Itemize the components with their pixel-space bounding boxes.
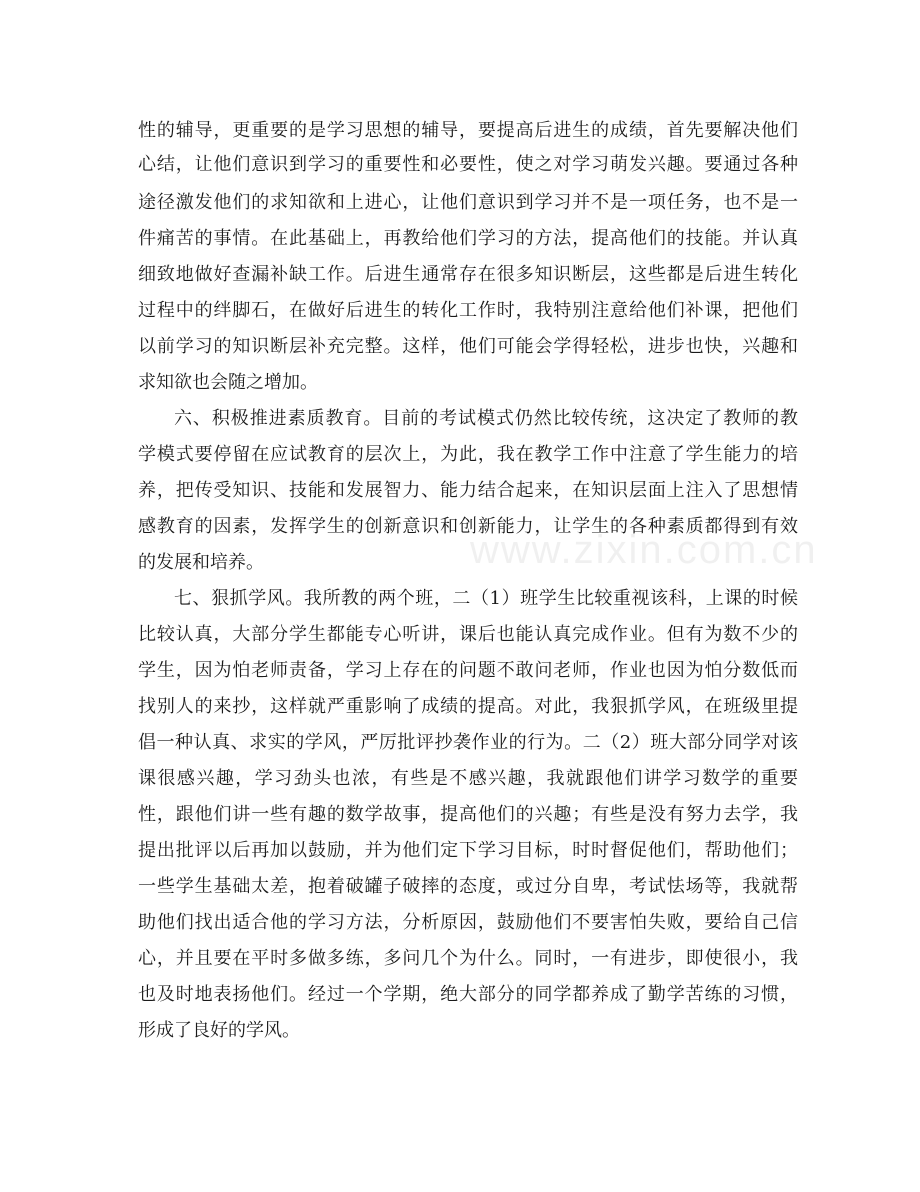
text-line: 的发展和培养。 (138, 552, 264, 573)
text-line: 过程中的绊脚石，在做好后进生的转化工作时，我特别注意给他们补课，把他们 (138, 300, 798, 321)
text-line: 提出批评以后再加以鼓励，并为他们定下学习目标，时时督促他们，帮助他们； (138, 840, 798, 861)
text-line: 形成了良好的学风。 (138, 1020, 300, 1041)
text-line: 性，跟他们讲一些有趣的数学故事，提高他们的兴趣；有些是没有努力去学，我 (138, 804, 798, 825)
text-line: 心结，让他们意识到学习的重要性和必要性，使之对学习萌发兴趣。要通过各种 (138, 154, 798, 175)
text-line: 一些学生基础太差，抱着破罐子破摔的态度，或过分自卑，考试怯场等，我就帮 (138, 876, 798, 897)
paragraph-heading-six: 六、积极推进素质教育。目前的考试模式仍然比较传统，这决定了教师的教 (174, 408, 798, 429)
text-line: 比较认真，大部分学生都能专心听讲，课后也能认真完成作业。但有为数不少的 (138, 624, 798, 645)
text-line: 细致地做好查漏补缺工作。后进生通常存在很多知识断层，这些都是后进生转化 (138, 264, 798, 285)
text-line: 途径激发他们的求知欲和上进心，让他们意识到学习并不是一项任务，也不是一 (138, 192, 798, 213)
text-line: 学生，因为怕老师责备，学习上存在的问题不敢问老师，作业也因为怕分数低而 (138, 660, 798, 681)
text-line: 学模式要停留在应试教育的层次上，为此，我在教学工作中注意了学生能力的培 (138, 444, 798, 465)
text-line: 助他们找出适合他的学习方法，分析原因，鼓励他们不要害怕失败，要给自己信 (138, 912, 798, 933)
text-line: 件痛苦的事情。在此基础上，再教给他们学习的方法，提高他们的技能。并认真 (138, 228, 798, 249)
text-line: 找别人的来抄，这样就严重影响了成绩的提高。对此，我狠抓学风，在班级里提 (138, 696, 798, 717)
text-line: 心，并且要在平时多做多练，多问几个为什么。同时，一有进步，即使很小，我 (138, 948, 798, 969)
text-line: 养，把传受知识、技能和发展智力、能力结合起来，在知识层面上注入了思想情 (138, 480, 798, 501)
text-line: 求知欲也会随之增加。 (138, 372, 318, 393)
text-line: 性的辅导，更重要的是学习思想的辅导，要提高后进生的成绩，首先要解决他们 (138, 120, 798, 141)
paragraph-heading-seven: 七、狠抓学风。我所教的两个班，二（1）班学生比较重视该科，上课的时候 (174, 588, 798, 609)
watermark: www.zixin.com.cn (470, 528, 818, 572)
text-line: 倡一种认真、求实的学风，严厉批评抄袭作业的行为。二（2）班大部分同学对该 (138, 732, 798, 753)
text-line: 以前学习的知识断层补充完整。这样，他们可能会学得轻松，进步也快，兴趣和 (138, 336, 798, 357)
text-line: 课很感兴趣，学习劲头也浓，有些是不感兴趣，我就跟他们讲学习数学的重要 (138, 768, 798, 789)
text-line: 感教育的因素，发挥学生的创新意识和创新能力，让学生的各种素质都得到有效 (138, 516, 798, 537)
text-line: 也及时地表扬他们。经过一个学期，绝大部分的同学都养成了勤学苦练的习惯， (138, 984, 798, 1005)
